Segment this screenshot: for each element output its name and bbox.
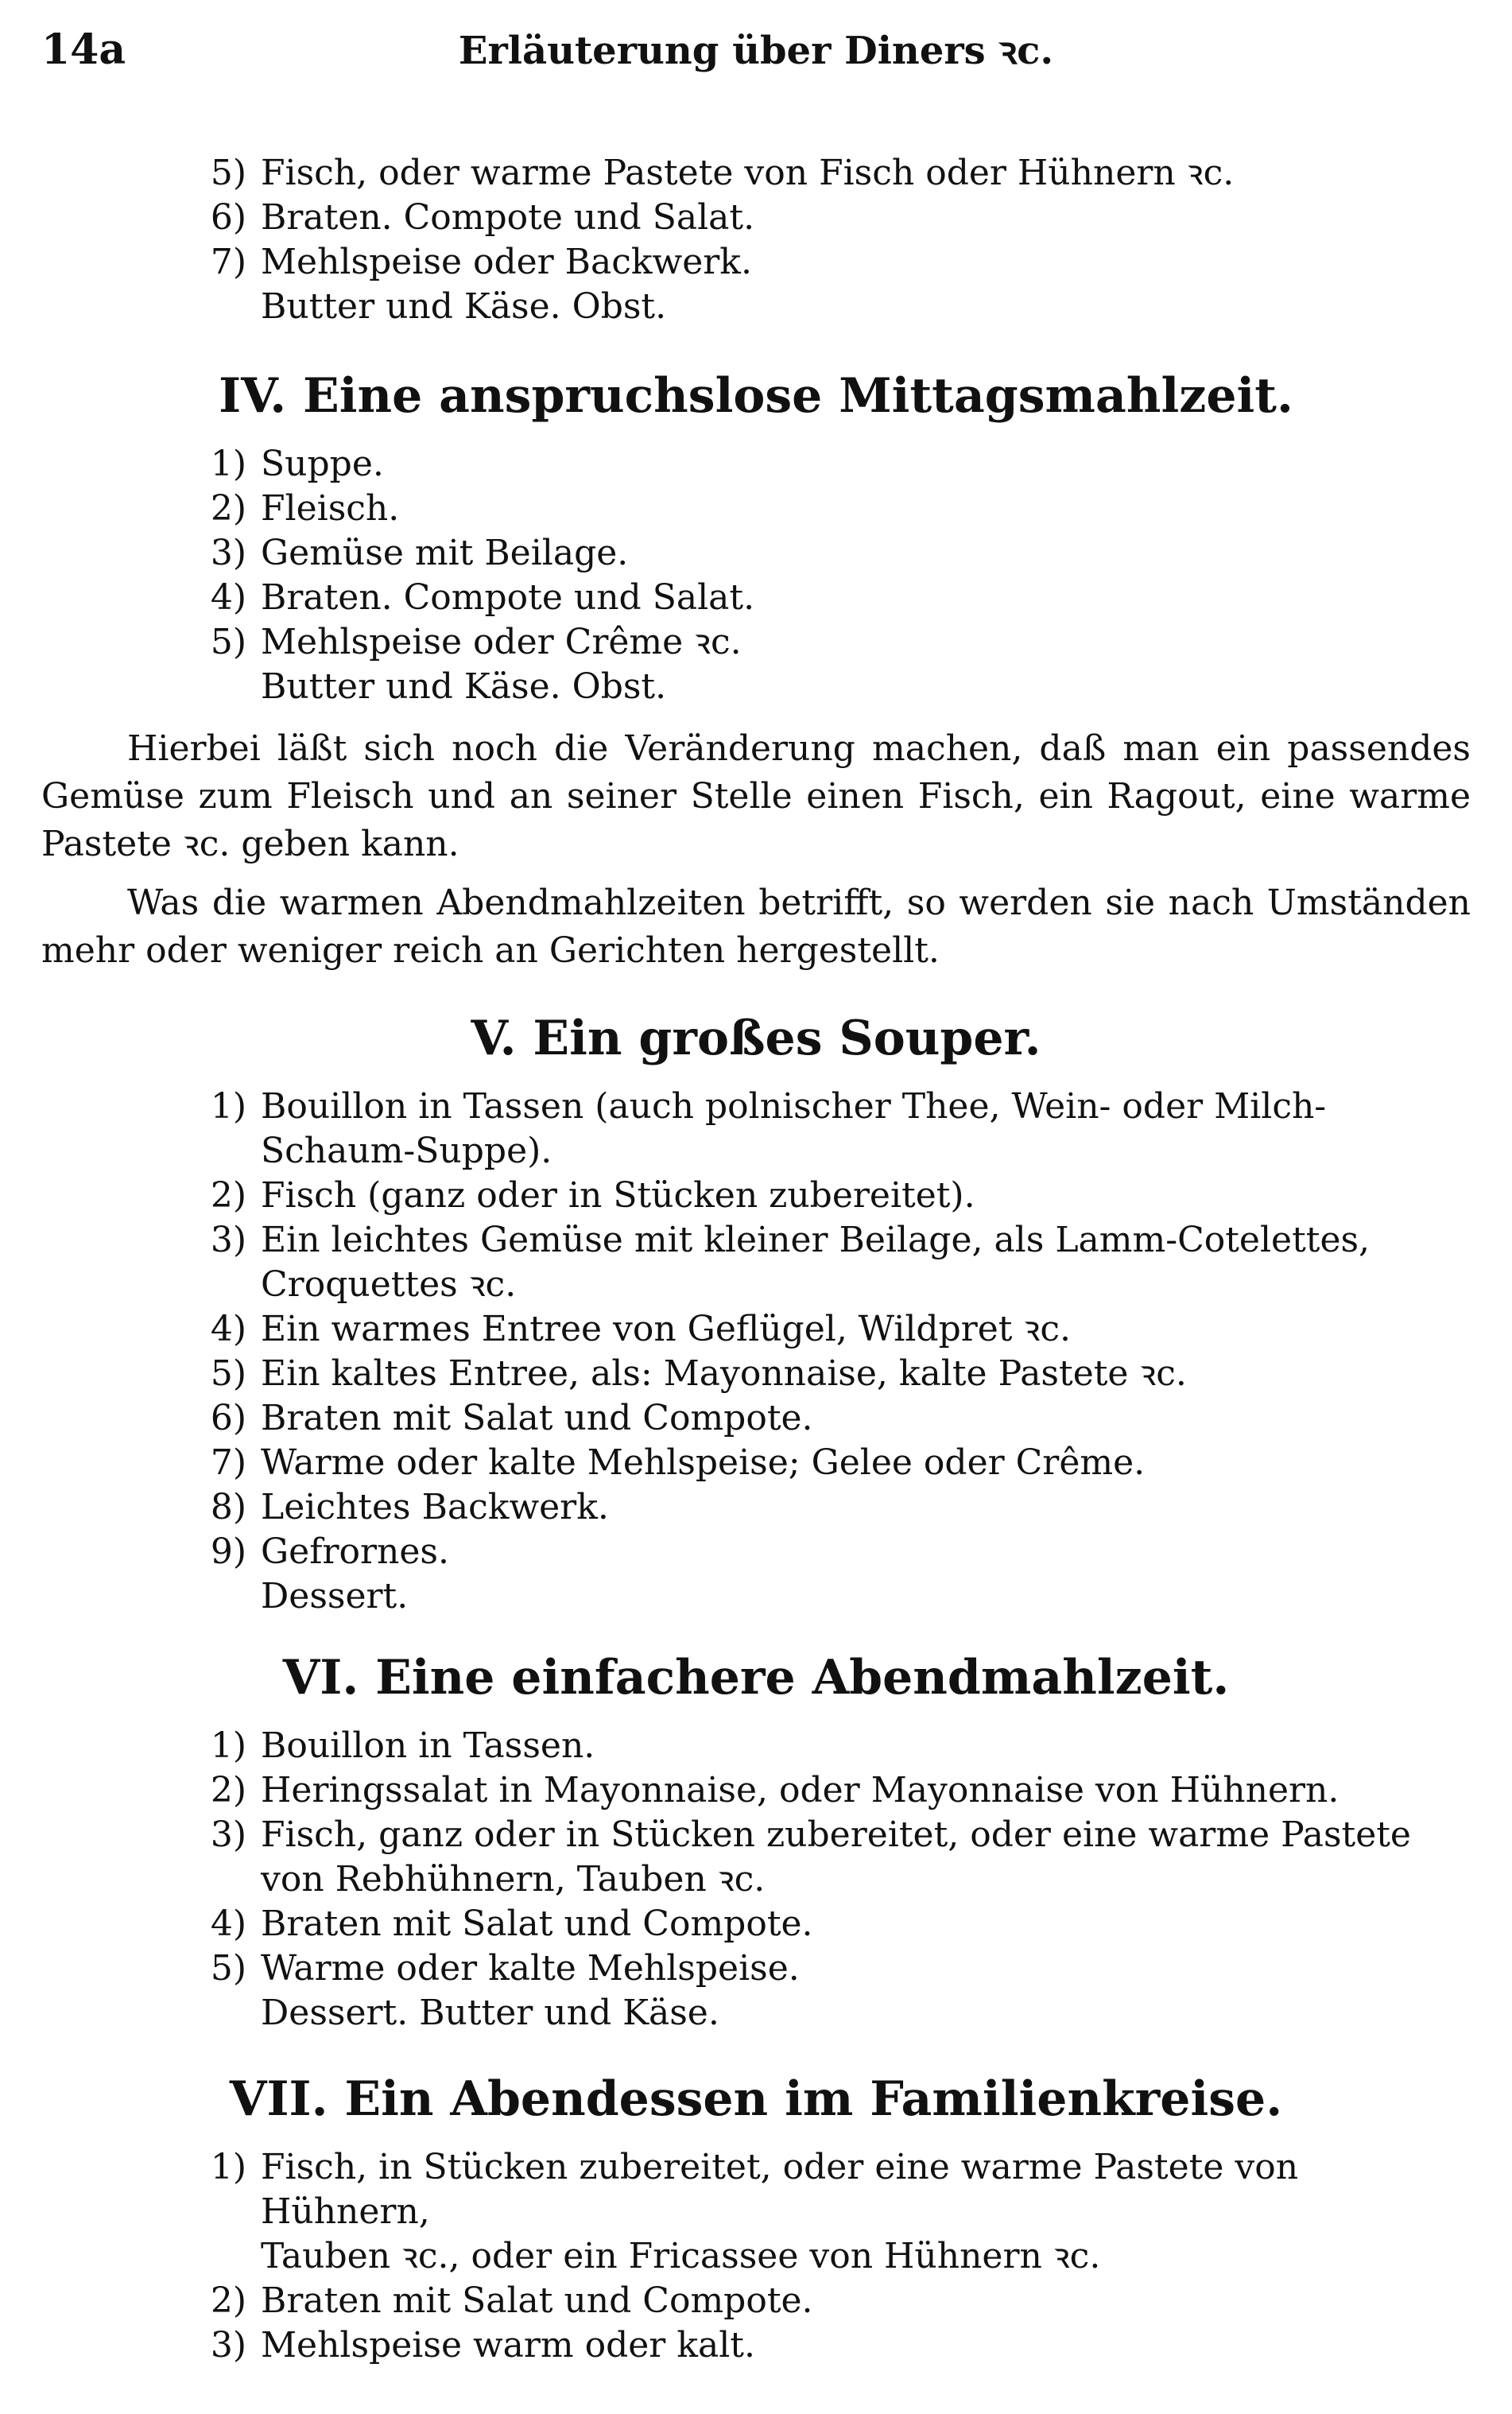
- body-paragraph: Hierbei läßt sich noch die Veränderung machen, daß man ein passendes Gemüse zum Fleisch und an seiner Stelle einen Fisch, ein Ragout, eine warme Pastete ꝛc. geben kann.: [41, 728, 1471, 864]
- list-item: 8) Leichtes Backwerk.: [210, 1487, 609, 1527]
- section-heading-iv: IV. Eine anspruchslose Mittagsmahlzeit.: [219, 368, 1293, 424]
- page-number: 14a: [41, 25, 126, 74]
- list-item: 5) Warme oder kalte Mehlspeise.: [210, 1948, 800, 1989]
- list-closing-line: Dessert.: [261, 1576, 409, 1616]
- list-item: 6) Braten mit Salat und Compote.: [210, 1398, 813, 1438]
- list-item: 3) Gemüse mit Beilage.: [210, 533, 629, 573]
- list-item-continuation: Croquettes ꝛc.: [261, 1264, 517, 1305]
- section-heading-vi: VI. Eine einfachere Abendmahlzeit.: [282, 1650, 1230, 1706]
- list-item: 7) Warme oder kalte Mehlspeise; Gelee oder Crême.: [210, 1442, 1146, 1483]
- section-v-list: [41, 1085, 1471, 1619]
- list-item: 4) Braten. Compote und Salat.: [210, 577, 755, 618]
- list-item: 6) Braten. Compote und Salat.: [210, 197, 755, 238]
- list-item: 4) Ein warmes Entree von Geflügel, Wildpret ꝛc.: [210, 1309, 1071, 1349]
- section-iv-list: [41, 442, 1471, 709]
- list-item-continuation: Tauben ꝛc., oder ein Fricassee von Hühnern ꝛc.: [261, 2236, 1101, 2276]
- list-item: 1) Fisch, in Stücken zubereitet, oder eine warme Pastete von Hühnern,: [210, 2147, 1299, 2232]
- list-item: 7) Mehlspeise oder Backwerk.: [210, 242, 752, 282]
- running-header: [41, 24, 1471, 87]
- list-item: 2) Fleisch.: [210, 488, 400, 529]
- previous-menu-list: [41, 151, 1471, 329]
- list-item: 3) Mehlspeise warm oder kalt.: [210, 2325, 755, 2365]
- list-item: 5) Fisch, oder warme Pastete von Fisch oder Hühnern ꝛc.: [210, 153, 1235, 193]
- list-item: 4) Braten mit Salat und Compote.: [210, 1904, 813, 1944]
- list-item: 5) Ein kaltes Entree, als: Mayonnaise, kalte Pastete ꝛc.: [210, 1353, 1187, 1394]
- body-paragraph: Was die warmen Abendmahlzeiten betrifft, so werden sie nach Umständen mehr oder weniger reich an Gerichten hergestellt.: [41, 883, 1471, 971]
- list-item-continuation: Schaum-Suppe).: [261, 1131, 552, 1171]
- list-item: 2) Fisch (ganz oder in Stücken zubereitet).: [210, 1175, 975, 1216]
- section-heading-vii: VII. Ein Abendessen im Familienkreise.: [229, 2071, 1283, 2127]
- list-item: 5) Mehlspeise oder Crême ꝛc.: [210, 622, 742, 662]
- list-closing-line: Butter und Käse. Obst.: [261, 666, 667, 707]
- list-item: 1) Bouillon in Tassen (auch polnischer Thee, Wein- oder Milch-: [210, 1086, 1327, 1127]
- section-vii-list: [41, 2145, 1471, 2368]
- section-vi-list: [41, 1724, 1471, 2036]
- list-closing-line: Dessert. Butter und Käse.: [261, 1993, 719, 2033]
- list-item: 3) Ein leichtes Gemüse mit kleiner Beilage, als Lamm-Cotelettes,: [210, 1220, 1370, 1260]
- list-item: 2) Heringssalat in Mayonnaise, oder Mayonnaise von Hühnern.: [210, 1770, 1339, 1810]
- list-closing-line: Butter und Käse. Obst.: [261, 286, 667, 327]
- list-item: 3) Fisch, ganz oder in Stücken zubereitet, oder eine warme Pastete: [210, 1814, 1411, 1855]
- running-title: Erläuterung über Diners ꝛc.: [458, 29, 1054, 73]
- list-item: 9) Gefrornes.: [210, 1531, 449, 1572]
- list-item: 2) Braten mit Salat und Compote.: [210, 2280, 813, 2321]
- list-item-continuation: von Rebhühnern, Tauben ꝛc.: [261, 1859, 766, 1900]
- list-item: 1) Bouillon in Tassen.: [210, 1725, 595, 1766]
- section-heading-v: V. Ein großes Souper.: [471, 1011, 1041, 1066]
- list-item: 1) Suppe.: [210, 444, 384, 484]
